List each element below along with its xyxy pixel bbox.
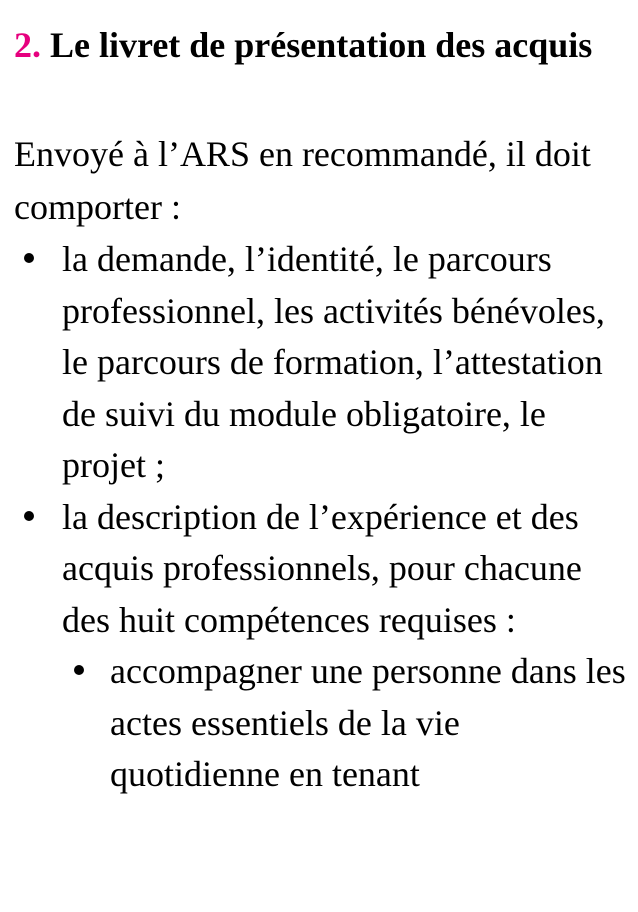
requirements-list [0, 234, 626, 801]
bullet-icon [74, 665, 84, 675]
list-item-text: la description de l’expérience et des acquis professionnels, pour chacune des huit compétences requises : [62, 496, 582, 640]
competences-list [62, 646, 626, 801]
bullet-icon [24, 511, 34, 521]
sub-list-item [62, 646, 626, 801]
sub-list-item-text: accompagner une personne dans les actes essentiels de la vie quotidienne en tenant [110, 651, 626, 794]
list-item-text: la demande, l’identité, le parcours professionnel, les activités bénévoles, le parcours de formation, l’attestation de suivi du module obligatoire, le projet ; [62, 239, 605, 485]
list-item [0, 234, 626, 492]
section-heading [14, 20, 624, 70]
list-item [0, 492, 626, 801]
section-number: 2. [14, 25, 41, 65]
bullet-icon [24, 253, 34, 263]
section-title: Le livret de présentation des acquis [50, 25, 593, 65]
intro-paragraph: Envoyé à l’ARS en recommandé, il doit comporter : [14, 134, 591, 227]
